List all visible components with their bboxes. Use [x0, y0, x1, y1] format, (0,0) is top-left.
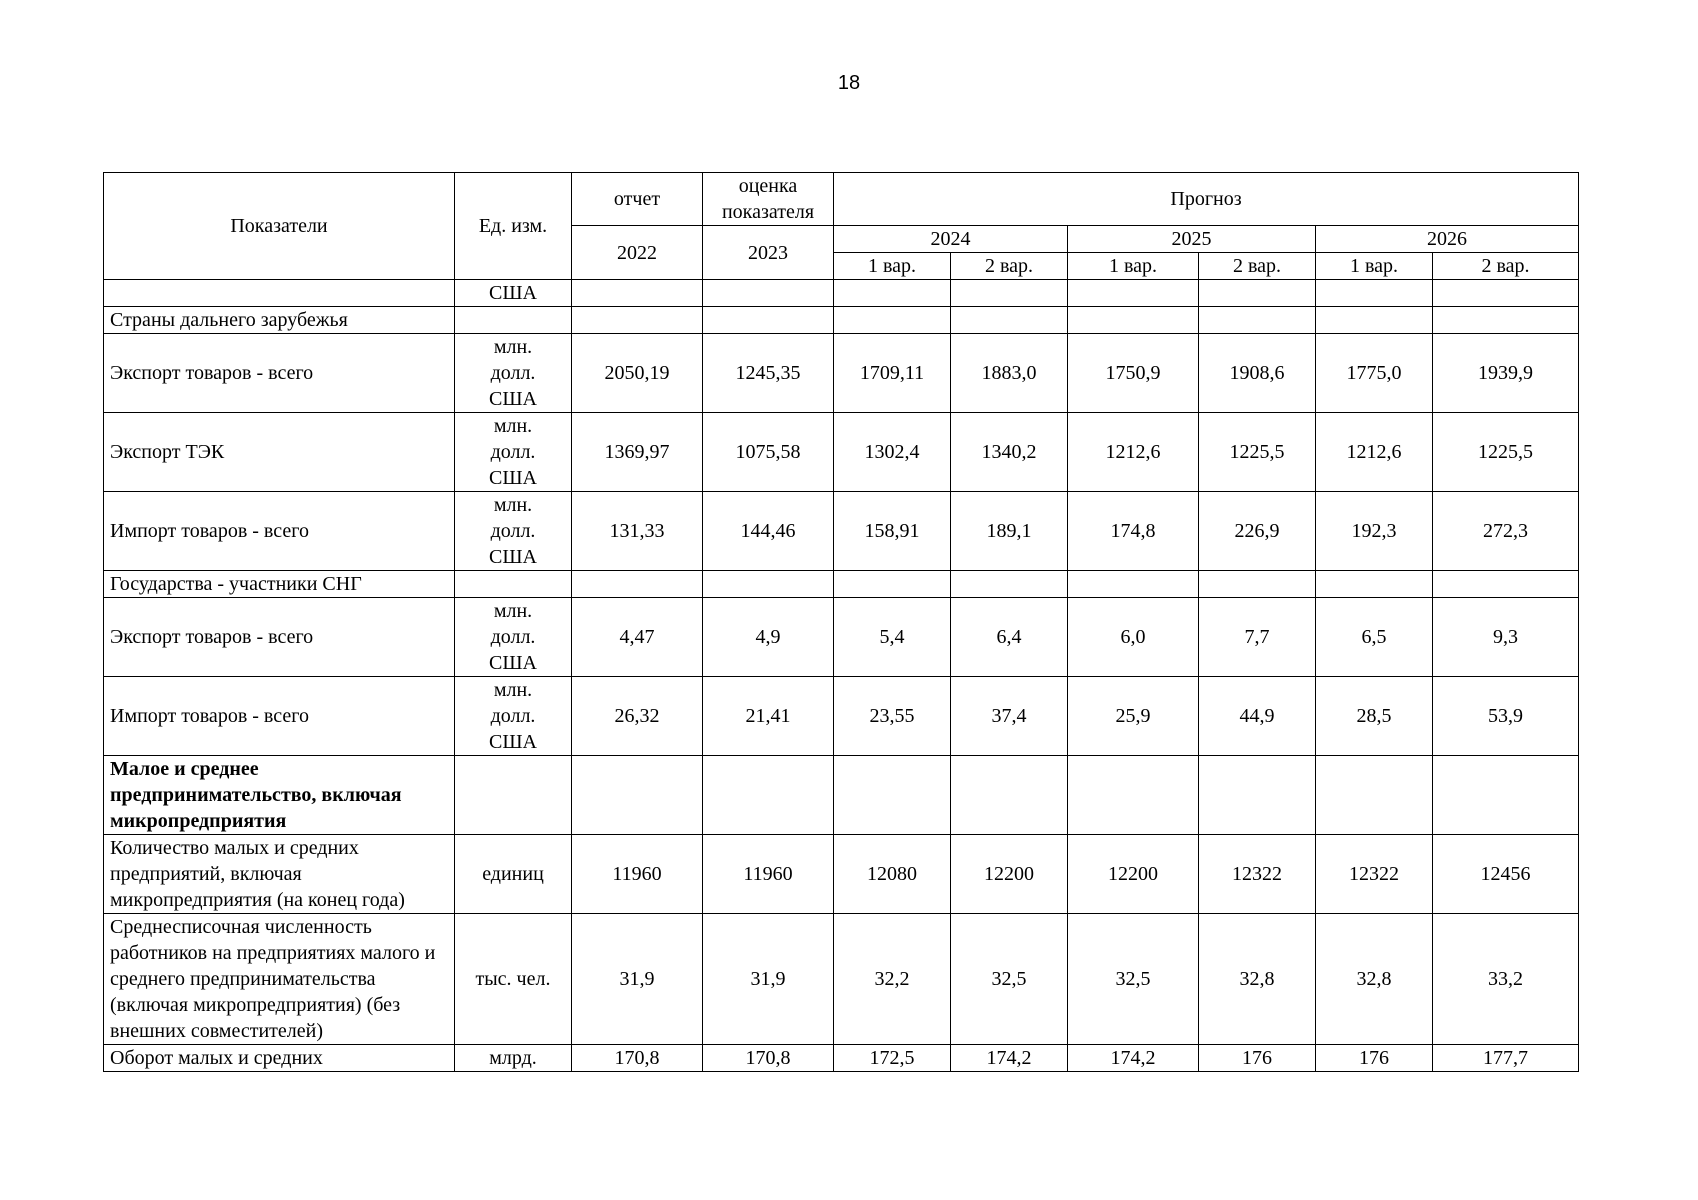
row-unit-line: долл.: [490, 705, 536, 727]
row-value: 1212,6: [1068, 413, 1199, 492]
row-value: 177,7: [1433, 1045, 1579, 1072]
row-value: 170,8: [703, 1045, 834, 1072]
row-indicator-name: Среднесписочная численность работников на предприятиях малого и среднего предпринимательства (включая микропредприятия) (без внешних совместителей): [104, 914, 455, 1045]
row-value: 5,4: [834, 598, 951, 677]
row-indicator-name: Экспорт товаров - всего: [104, 334, 455, 413]
row-value: [1316, 756, 1433, 835]
page-number: 18: [837, 72, 861, 94]
row-value: 6,0: [1068, 598, 1199, 677]
row-value: 11960: [572, 835, 703, 914]
row-value: 1750,9: [1068, 334, 1199, 413]
row-value: 32,8: [1199, 914, 1316, 1045]
row-unit-line: тыс. чел.: [475, 968, 551, 990]
row-unit-line: США: [489, 388, 537, 410]
row-value: [951, 756, 1068, 835]
header-indicators: Показатели: [104, 173, 455, 280]
header-variant: 2 вар.: [951, 253, 1068, 280]
row-value: 1245,35: [703, 334, 834, 413]
table-row: [104, 598, 1579, 677]
row-unit-line: млн.: [493, 336, 533, 358]
row-value: 11960: [703, 835, 834, 914]
table-row: [104, 756, 1579, 835]
row-value: 1225,5: [1433, 413, 1579, 492]
row-value: 12200: [1068, 835, 1199, 914]
row-value: 1225,5: [1199, 413, 1316, 492]
row-value: [1433, 307, 1579, 334]
row-indicator-name: Оборот малых и средних: [104, 1045, 455, 1072]
row-value: 12322: [1199, 835, 1316, 914]
row-value: 26,32: [572, 677, 703, 756]
row-value: [951, 307, 1068, 334]
table-row: [104, 1045, 1579, 1072]
forecast-table: [103, 172, 1579, 1072]
row-value: 1302,4: [834, 413, 951, 492]
row-value: 176: [1199, 1045, 1316, 1072]
row-value: [1068, 756, 1199, 835]
row-value: 1369,97: [572, 413, 703, 492]
row-value: 28,5: [1316, 677, 1433, 756]
row-value: [572, 307, 703, 334]
row-value: [703, 571, 834, 598]
table-row: [104, 571, 1579, 598]
row-value: 1883,0: [951, 334, 1068, 413]
row-value: 12080: [834, 835, 951, 914]
table-row: [104, 307, 1579, 334]
row-value: 1939,9: [1433, 334, 1579, 413]
row-value: [1068, 280, 1199, 307]
row-unit-line: млрд.: [489, 1047, 537, 1069]
row-value: [834, 280, 951, 307]
row-value: 131,33: [572, 492, 703, 571]
row-unit-line: США: [489, 467, 537, 489]
row-value: [703, 307, 834, 334]
row-value: 9,3: [1433, 598, 1579, 677]
header-year-2022: 2022: [572, 226, 703, 280]
row-value: 32,5: [951, 914, 1068, 1045]
row-value: [703, 756, 834, 835]
row-value: 226,9: [1199, 492, 1316, 571]
header-year-2024: 2024: [834, 226, 1068, 253]
row-value: 172,5: [834, 1045, 951, 1072]
row-value: 1775,0: [1316, 334, 1433, 413]
row-unit: [455, 334, 572, 413]
row-value: [1199, 280, 1316, 307]
row-unit-line: долл.: [490, 520, 536, 542]
header-variant: 1 вар.: [1316, 253, 1433, 280]
header-forecast: Прогноз: [834, 173, 1579, 226]
row-value: 6,4: [951, 598, 1068, 677]
row-unit-line: США: [489, 731, 537, 753]
row-value: 6,5: [1316, 598, 1433, 677]
row-value: 44,9: [1199, 677, 1316, 756]
table-body: [104, 280, 1579, 1072]
row-value: [834, 307, 951, 334]
row-unit-line: млн.: [493, 600, 533, 622]
row-unit: [455, 756, 572, 835]
row-value: 23,55: [834, 677, 951, 756]
table-row: [104, 280, 1579, 307]
row-value: 1709,11: [834, 334, 951, 413]
row-value: 1075,58: [703, 413, 834, 492]
row-indicator-name: Импорт товаров - всего: [104, 492, 455, 571]
header-variant: 2 вар.: [1199, 253, 1316, 280]
header-variant: 2 вар.: [1433, 253, 1579, 280]
row-unit: [455, 914, 572, 1045]
row-value: 37,4: [951, 677, 1068, 756]
row-unit: [455, 598, 572, 677]
row-value: 12322: [1316, 835, 1433, 914]
row-value: 1212,6: [1316, 413, 1433, 492]
row-value: 31,9: [572, 914, 703, 1045]
row-value: 25,9: [1068, 677, 1199, 756]
row-value: 176: [1316, 1045, 1433, 1072]
row-value: [1068, 571, 1199, 598]
row-value: 12456: [1433, 835, 1579, 914]
row-value: 174,2: [1068, 1045, 1199, 1072]
row-indicator-name: Страны дальнего зарубежья: [104, 307, 455, 334]
table-row: [104, 914, 1579, 1045]
row-value: 33,2: [1433, 914, 1579, 1045]
row-value: [1199, 756, 1316, 835]
table-row: [104, 835, 1579, 914]
row-indicator-name: Импорт товаров - всего: [104, 677, 455, 756]
row-value: [1433, 280, 1579, 307]
row-unit: [455, 492, 572, 571]
header-estimate: оценка показателя: [703, 173, 834, 226]
row-value: 174,2: [951, 1045, 1068, 1072]
row-unit-line: млн.: [493, 494, 533, 516]
row-unit-line: единиц: [482, 863, 544, 885]
row-value: 4,9: [703, 598, 834, 677]
row-value: 4,47: [572, 598, 703, 677]
row-value: [1316, 307, 1433, 334]
row-indicator-name: Государства - участники СНГ: [104, 571, 455, 598]
row-value: 53,9: [1433, 677, 1579, 756]
row-value: 7,7: [1199, 598, 1316, 677]
table-row: [104, 334, 1579, 413]
row-indicator-name: [104, 280, 455, 307]
row-value: [1316, 571, 1433, 598]
header-year-2023: 2023: [703, 226, 834, 280]
row-value: 1340,2: [951, 413, 1068, 492]
row-value: [572, 280, 703, 307]
row-unit-line: долл.: [490, 441, 536, 463]
row-unit-line: млн.: [493, 415, 533, 437]
row-value: [951, 571, 1068, 598]
row-value: 31,9: [703, 914, 834, 1045]
row-unit: [455, 571, 572, 598]
table-row: [104, 413, 1579, 492]
row-value: 2050,19: [572, 334, 703, 413]
row-value: 32,8: [1316, 914, 1433, 1045]
row-value: 32,5: [1068, 914, 1199, 1045]
row-value: 12200: [951, 835, 1068, 914]
row-value: 158,91: [834, 492, 951, 571]
row-indicator-name: Экспорт товаров - всего: [104, 598, 455, 677]
row-value: 272,3: [1433, 492, 1579, 571]
row-value: 32,2: [834, 914, 951, 1045]
row-value: [703, 280, 834, 307]
header-unit: Ед. изм.: [455, 173, 572, 280]
row-value: [1433, 571, 1579, 598]
row-value: [1433, 756, 1579, 835]
row-value: [834, 571, 951, 598]
row-unit-line: долл.: [490, 626, 536, 648]
row-value: 21,41: [703, 677, 834, 756]
row-unit: [455, 677, 572, 756]
row-value: [572, 756, 703, 835]
row-unit-line: млн.: [493, 679, 533, 701]
row-value: [1316, 280, 1433, 307]
row-value: [1068, 307, 1199, 334]
table-row: [104, 677, 1579, 756]
table-row: [104, 492, 1579, 571]
row-unit: [455, 1045, 572, 1072]
row-unit-line: США: [489, 282, 537, 304]
row-unit: [455, 413, 572, 492]
row-value: 144,46: [703, 492, 834, 571]
row-value: [572, 571, 703, 598]
row-value: [1199, 571, 1316, 598]
row-value: 170,8: [572, 1045, 703, 1072]
header-variant: 1 вар.: [834, 253, 951, 280]
row-value: 1908,6: [1199, 334, 1316, 413]
row-unit-line: США: [489, 546, 537, 568]
row-indicator-name: Экспорт ТЭК: [104, 413, 455, 492]
row-value: [834, 756, 951, 835]
row-value: [1199, 307, 1316, 334]
row-value: [951, 280, 1068, 307]
row-indicator-name: Количество малых и средних предприятий, включая микропредприятия (на конец года): [104, 835, 455, 914]
row-value: 174,8: [1068, 492, 1199, 571]
header-variant: 1 вар.: [1068, 253, 1199, 280]
row-unit-line: долл.: [490, 362, 536, 384]
row-unit: [455, 307, 572, 334]
header-report: отчет: [572, 173, 703, 226]
row-value: 189,1: [951, 492, 1068, 571]
header-year-2025: 2025: [1068, 226, 1316, 253]
row-indicator-name: Малое и среднее предпринимательство, включая микропредприятия: [104, 756, 455, 835]
row-unit: [455, 280, 572, 307]
row-value: 192,3: [1316, 492, 1433, 571]
header-year-2026: 2026: [1316, 226, 1579, 253]
row-unit-line: США: [489, 652, 537, 674]
row-unit: [455, 835, 572, 914]
